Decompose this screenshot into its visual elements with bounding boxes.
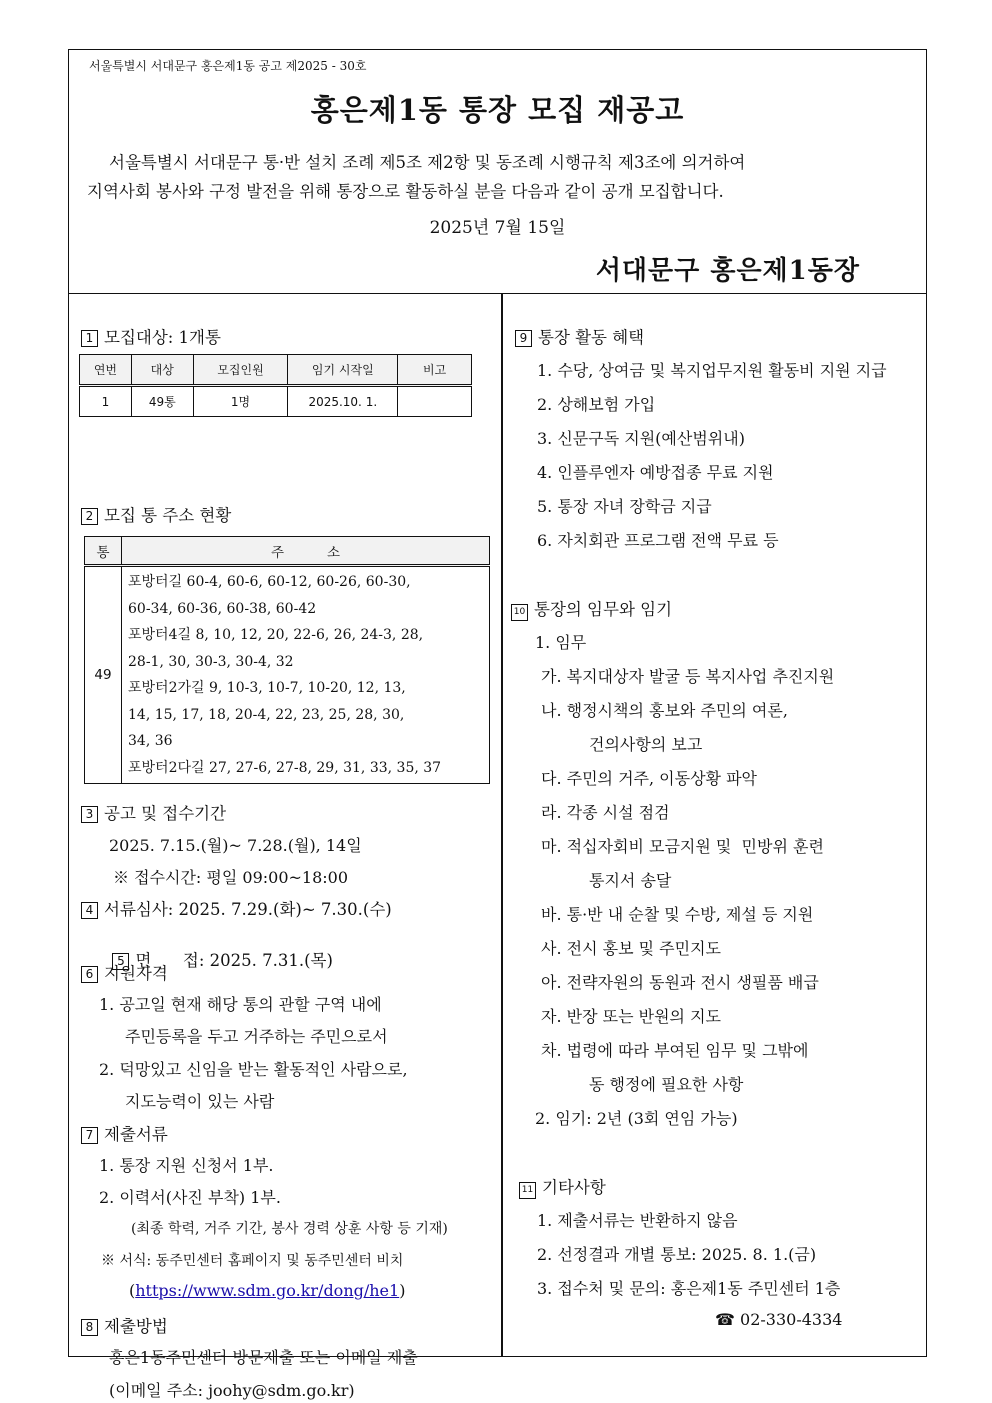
section-number-5: 5 [112,953,129,970]
misc-item: 1. 제출서류는 반환하지 않음 [537,1211,738,1230]
duty-item: 가. 복지대상자 발굴 등 복지사업 추진지원 [541,667,835,686]
reception-hours: ※ 접수시간: 평일 09:00~18:00 [113,868,349,887]
section-2-heading [81,502,231,526]
duty-item: 동 행정에 필요한 사항 [589,1075,744,1094]
table-cell: 1 [80,386,132,417]
duty-item: 바. 통·반 내 순찰 및 수방, 제설 등 지원 [541,905,814,924]
col-header: 모집인원 [193,355,288,386]
section-number-6: 6 [81,966,98,983]
section-8-heading [81,1313,168,1337]
document-note: (최종 학력, 거주 기간, 봉사 경력 상훈 사항 등 기재) [131,1221,448,1237]
section-number-10: 10 [511,604,528,621]
recruit-target-table [79,354,472,417]
document-item: 1. 통장 지원 신청서 1부. [99,1156,274,1175]
address-line: 60-34, 60-36, 60-38, 60-42 [128,600,317,617]
intro-line-1: 서울특별시 서대문구 통·반 설치 조례 제5조 제2항 및 동조례 시행규칙 제3조에 의거하여 [109,153,746,172]
col-header: 대상 [131,355,193,386]
duty-item: 차. 법령에 따라 부여된 임무 및 그밖에 [541,1041,809,1060]
column-divider [501,294,503,1356]
duty-item: 라. 각종 시설 점검 [541,803,670,822]
page-title: 홍은제1동 통장 모집 재공고 [310,93,685,127]
section-11-title: 기타사항 [542,1178,606,1197]
application-period: 2025. 7.15.(월)~ 7.28.(월), 14일 [109,836,362,855]
paren-open: ( [129,1281,136,1300]
section-1-heading [81,324,221,348]
section-number-4: 4 [81,902,98,919]
address-line: 14, 15, 17, 18, 20-4, 22, 23, 25, 28, 30, [128,706,405,723]
form-note: ※ 서식: 동주민센터 홈페이지 및 동주민센터 비치 [101,1253,404,1269]
qualification-item: 지도능력이 있는 사람 [125,1092,275,1111]
section-number-9: 9 [515,330,532,347]
notice-frame [68,49,927,1400]
misc-item: 3. 접수처 및 문의: 홍은제1동 주민센터 1층 [537,1279,841,1298]
duty-item: 자. 반장 또는 반원의 지도 [541,1007,721,1026]
qualification-item: 주민등록을 두고 거주하는 주민으로서 [125,1027,388,1046]
address-line: 포방터길 60-4, 60-6, 60-12, 60-26, 60-30, [128,574,411,590]
table-cell [398,386,472,417]
duty-item: 나. 행정시책의 홍보와 주민의 여론, [541,701,788,720]
benefit-item: 3. 신문구독 지원(예산범위내) [537,429,745,448]
benefit-item: 1. 수당, 상여금 및 복지업무지원 활동비 지원 지급 [537,361,887,380]
section-10-title: 통장의 임무와 임기 [534,600,673,619]
section-6-title: 지원자격 [104,964,168,983]
address-cell [122,566,490,784]
col-header: 연번 [80,355,132,386]
address-line: 28-1, 30, 30-3, 30-4, 32 [128,653,294,670]
section-number-8: 8 [81,1319,98,1336]
section-4-heading [81,896,392,920]
section-6-heading [81,960,168,984]
qualification-item: 2. 덕망있고 신임을 받는 활동적인 사람으로, [99,1060,408,1079]
duty-item: 아. 전략자원의 동원과 전시 생필품 배급 [541,973,819,992]
section-9-title: 통장 활동 혜택 [538,328,645,347]
document-item: 2. 이력서(사진 부착) 1부. [99,1188,281,1207]
table-row [80,386,472,417]
address-table [84,536,490,784]
email-address: (이메일 주소: joohy@sdm.go.kr) [109,1381,355,1400]
table-header-row [85,537,490,566]
section-5-title: 면 접: 2025. 7.31.(목) [135,951,333,970]
col-header-address: 주 소 [122,537,490,566]
duty-title: 1. 임무 [535,633,587,652]
benefit-item: 2. 상해보험 가입 [537,395,656,414]
benefit-item: 6. 자치회관 프로그램 전액 무료 등 [537,531,779,550]
section-9-heading [515,324,644,348]
address-line: 34, 36 [128,733,173,749]
section-1-title: 모집대상: 1개통 [104,328,221,347]
benefit-item: 4. 인플루엔자 예방접종 무료 지원 [537,463,774,482]
section-number-11: 11 [519,1182,536,1199]
term-item: 2. 임기: 2년 (3회 연임 가능) [535,1109,738,1128]
section-7-title: 제출서류 [104,1125,168,1144]
intro-line-2: 지역사회 봉사와 구정 발전을 위해 통장으로 활동하실 분을 다음과 같이 공개 모집합니다. [87,182,724,201]
section-3-heading [81,800,226,824]
section-number-3: 3 [81,806,98,823]
table-cell: 1명 [193,386,288,417]
col-header-tong: 통 [85,537,122,566]
misc-item: 2. 선정결과 개별 통보: 2025. 8. 1.(금) [537,1245,817,1264]
section-10-heading [511,596,672,621]
tong-cell: 49 [85,566,122,784]
form-url-line [129,1281,405,1300]
benefit-item: 5. 통장 자녀 장학금 지급 [537,497,712,516]
address-line: 포방터2가길 9, 10-3, 10-7, 10-20, 12, 13, [128,680,406,696]
homepage-link[interactable]: https://www.sdm.go.kr/dong/he1 [135,1281,400,1300]
section-number-7: 7 [81,1127,98,1144]
duty-item: 사. 전시 홍보 및 주민지도 [541,939,721,958]
paren-close: ) [399,1281,406,1300]
col-header: 임기 시작일 [288,355,398,386]
section-number-2: 2 [81,508,98,525]
submission-method: 홍은1동주민센터 방문제출 또는 이메일 제출 [109,1348,418,1367]
issuer-name: 서대문구 홍은제1동장 [595,256,860,286]
table-cell: 49통 [131,386,193,417]
duty-item: 마. 적십자회비 모금지원 및 민방위 훈련 [541,837,824,856]
section-11-heading [519,1174,606,1199]
address-line: 포방터4길 8, 10, 12, 20, 22-6, 26, 24-3, 28, [128,627,424,643]
section-number-1: 1 [81,330,98,347]
col-header: 비고 [398,355,472,386]
duty-item: 다. 주민의 거주, 이동상황 파악 [541,769,757,788]
section-8-title: 제출방법 [104,1317,168,1336]
table-header-row [80,355,472,386]
duty-item: 통지서 송달 [589,871,672,890]
notice-date: 2025년 7월 15일 [429,218,566,238]
table-row [85,566,490,784]
section-7-heading [81,1121,168,1145]
duty-item: 건의사항의 보고 [589,735,703,754]
intro-text [87,148,917,206]
qualification-item: 1. 공고일 현재 해당 통의 관할 구역 내에 [99,995,382,1014]
contact-phone: ☎ 02-330-4334 [715,1310,843,1329]
address-line: 포방터2다길 27, 27-6, 27-8, 29, 31, 33, 35, 37 [128,759,442,776]
section-4-title: 서류심사: 2025. 7.29.(화)~ 7.30.(수) [104,900,392,919]
section-2-title: 모집 통 주소 현황 [104,506,232,525]
section-3-title: 공고 및 접수기간 [104,804,227,823]
notice-header [69,50,926,294]
table-cell: 2025.10. 1. [288,386,398,417]
notice-number: 서울특별시 서대문구 홍은제1동 공고 제2025 - 30호 [89,59,367,73]
